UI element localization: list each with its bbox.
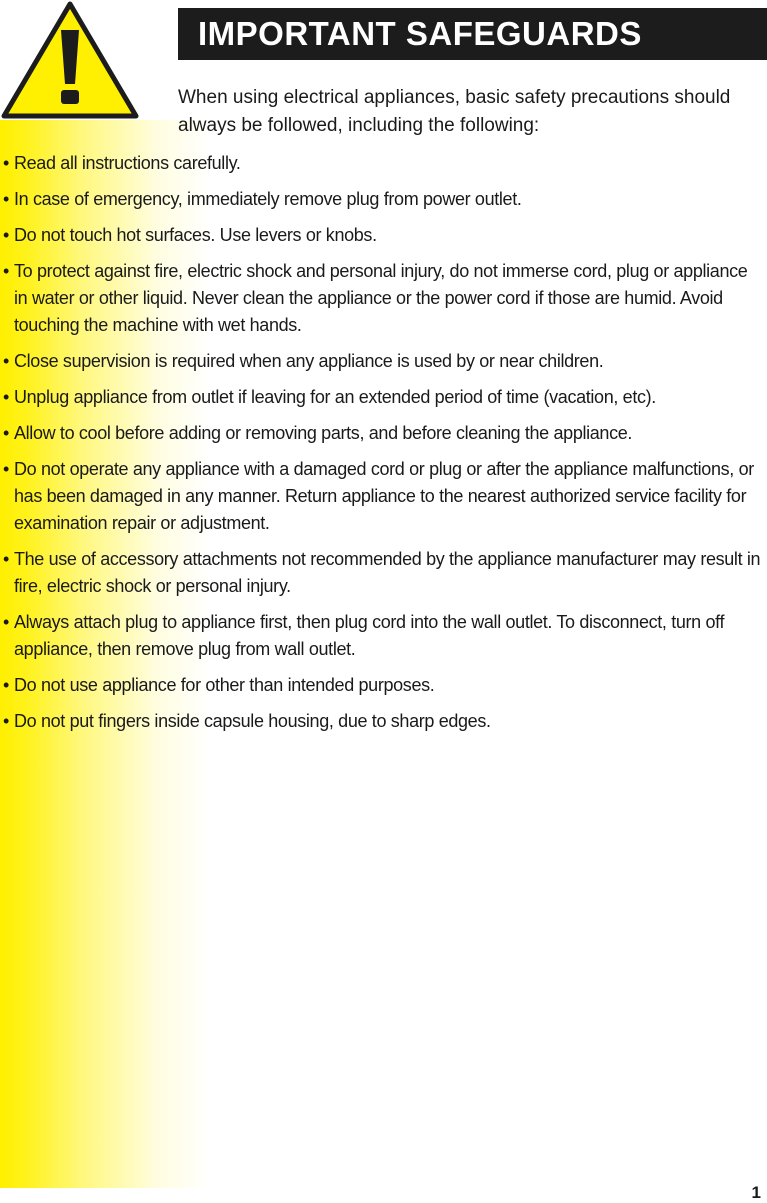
list-item (0, 222, 767, 249)
list-item (0, 384, 767, 411)
list-item (0, 672, 767, 699)
list-item-text: Do not operate any appliance with a damaged cord or plug or after the appliance malfunctions, or has been damaged in any manner. Return appliance to the nearest authorized service facility for examination repair or adjustment. (14, 459, 754, 533)
list-item-text: In case of emergency, immediately remove plug from power outlet. (14, 189, 522, 209)
bullet-icon: • (3, 387, 9, 407)
bullet-icon: • (3, 459, 9, 479)
bullet-icon: • (3, 351, 9, 371)
list-item-text: Do not use appliance for other than intended purposes. (14, 675, 435, 695)
header-bar (178, 8, 767, 60)
bullet-icon: • (3, 261, 9, 281)
list-item (0, 456, 767, 537)
list-item (0, 186, 767, 213)
bullet-icon: • (3, 423, 9, 443)
bullet-icon: • (3, 711, 9, 731)
bullet-icon: • (3, 549, 9, 569)
list-item-text: Do not put fingers inside capsule housing, due to sharp edges. (14, 711, 491, 731)
bullet-icon: • (3, 225, 9, 245)
page-number: 1 (751, 1183, 761, 1202)
list-item (0, 258, 767, 339)
list-item-text: Close supervision is required when any appliance is used by or near children. (14, 351, 604, 371)
intro-paragraph: When using electrical appliances, basic safety precautions should always be followed, including the following: (178, 87, 731, 136)
list-item (0, 420, 767, 447)
page-title: IMPORTANT SAFEGUARDS (198, 15, 642, 52)
list-item (0, 348, 767, 375)
list-item-text: The use of accessory attachments not recommended by the appliance manufacturer may result in fire, electric shock or personal injury. (14, 549, 761, 596)
bullet-icon: • (3, 612, 9, 632)
list-item-text: Do not touch hot surfaces. Use levers or knobs. (14, 225, 377, 245)
list-item (0, 609, 767, 663)
safeguard-list (0, 150, 767, 744)
bullet-icon: • (3, 675, 9, 695)
list-item (0, 546, 767, 600)
list-item-text: Read all instructions carefully. (14, 153, 241, 173)
list-item (0, 150, 767, 177)
bullet-icon: • (3, 153, 9, 173)
list-item-text: To protect against fire, electric shock and personal injury, do not immerse cord, plug or appliance in water or other liquid. Never clean the appliance or the power cord if those are humid. Avoid touching the machine with wet hands. (14, 261, 748, 335)
list-item-text: Always attach plug to appliance first, then plug cord into the wall outlet. To disconnect, turn off appliance, then remove plug from wall outlet. (14, 612, 725, 659)
warning-triangle-icon (0, 0, 140, 120)
list-item (0, 708, 767, 735)
list-item-text: Allow to cool before adding or removing parts, and before cleaning the appliance. (14, 423, 633, 443)
list-item-text: Unplug appliance from outlet if leaving for an extended period of time (vacation, etc). (14, 387, 656, 407)
bullet-icon: • (3, 189, 9, 209)
